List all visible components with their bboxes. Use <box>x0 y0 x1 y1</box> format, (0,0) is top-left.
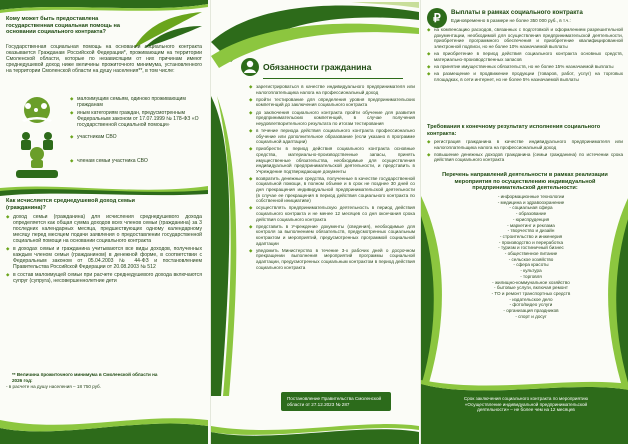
list-item: - строительство и инженерия <box>499 233 563 239</box>
payments-list <box>427 27 623 84</box>
left-stripe <box>211 96 245 396</box>
panel-payments <box>420 0 628 444</box>
list-item: - маркетинг и реклама <box>507 222 555 228</box>
list-item: - ТО и ремонт транспортных средств <box>491 290 571 296</box>
list-item: - культура <box>520 268 542 274</box>
payments-lead: Единовременно в размере не более 350 000 руб., в т.ч.: <box>451 18 571 23</box>
list-item: - творчество и дизайн <box>507 228 555 234</box>
list-item: ◆ осуществлять предпринимательскую деятельность в период действия социального контракта и не менее 12 месяцев со дня окончания срока действия социального контракта <box>249 205 415 222</box>
list-item: - организация праздников <box>503 308 559 314</box>
list-item: - медицина и здравоохранение <box>497 199 565 205</box>
list-item: ◆ представить в Учреждение документы (сведения), необходимые для контроля за выполнением обязательств, предусмотренных социальным контрактом и мероприятий, предусмотренных программой социальной адаптации <box>249 224 415 246</box>
list-item: ◆ возвратить денежные средства, полученные в качестве государственной социальной помощи, в полном объеме и в срок не позднее 30 дней со дня прекращения индивидуальной предпринимательской деятельности (в случае ее прекращения в период действия социального контракта по собственной инициативе) <box>249 176 415 204</box>
eligibility-title: Кому может быть предоставлена государственная социальная помощь на основании социального контракта? <box>6 16 120 36</box>
eligibility-list <box>70 96 204 166</box>
list-item: ◆ пройти тестирование для определения уровня предпринимательских компетенций до заключения социального контракта <box>249 97 415 108</box>
list-item: - сфера красоты <box>513 262 549 268</box>
list-item: ◆ членам семьи участника СВО <box>70 158 204 164</box>
list-item: ◆ до заключения социального контракта пройти обучение для развития предпринимательских компетенций, в случае получения неудовлетворительного результата по итогам тестирования <box>249 110 415 127</box>
duties-list <box>249 84 415 272</box>
list-item: ◆ приобрести в период действия социального контракта основные средства, материально-производственные запасы, принять имущественные обязательства, необходимые для осуществления индивидуальной предпринимательской деятельности, и представить в Учреждение подтверждающие документы <box>249 146 415 174</box>
list-item: ◆ повышение денежных доходов гражданина (семьи гражданина) по истечении срока действия социального контракта <box>427 152 623 163</box>
list-item: - туризм и гостиничный бизнес <box>498 245 564 251</box>
mid-wave <box>0 182 208 196</box>
list-item: - торговля <box>520 273 542 279</box>
list-item: ◆ на принятие имущественных обязательств, но не более 15% назначаемой выплаты <box>427 64 623 70</box>
list-item: - фото/видео услуги <box>509 302 553 308</box>
directions-list <box>461 194 601 319</box>
footnote-value: - в расчете на душу населения – 18 750 руб. <box>6 384 101 389</box>
list-item: - образование <box>515 211 547 217</box>
list-item: - информационные технологии <box>497 194 565 199</box>
regulation-stamp: Постановление Правительства Смоленской области от 27.12.2023 № 287 <box>281 392 391 411</box>
left-curves <box>421 196 461 396</box>
list-item: - общественное питание <box>504 251 558 257</box>
list-item: - производство и переработка <box>498 239 564 245</box>
list-item: - жилищно-коммунальное хозяйство <box>492 279 570 285</box>
footnote-title: ** Величина прожиточного минимума в Смоленской области на 2026 год: <box>12 372 158 383</box>
list-item: ◆ в состав малоимущей семьи при расчете среднедушевого дохода включаются супруг (супруга), несовершеннолетние дети <box>6 272 202 284</box>
list-item: ◆ в течение периода действия социального контракта профессионально обучение или дополнительное образование (если указано в программе социальной адаптации) <box>249 128 415 145</box>
list-item: ◆ иным категориям граждан, предусмотренным Федеральным законом от 17.07.1999 № 178-ФЗ «О государственной социальной помощи» <box>70 110 204 128</box>
list-item: ◆ на размещение и продвижение продукции (товаров, работ, услуг) на торговых площадках, в сети интернет, но не более 5% назначаемой выплаты <box>427 71 623 82</box>
term-box: Срок заключения социального контракта по мероприятию «Осуществление индивидуальной предпринимательской деятельности» – не более чем на 12 месяцев <box>463 396 589 413</box>
duties-header <box>263 60 403 79</box>
list-item: - издательское дело <box>509 296 553 302</box>
list-item: - бытовые услуги, включая ремонт <box>494 285 568 291</box>
list-item: ◆ на компенсацию расходов, связанных с подготовкой и оформлением разрешительной документации, необходимой для осуществления предпринимательской деятельности, приобретение программного обеспечения и приобретение квалифицированной электронной подписи, но не более 10% назначаемой выплаты <box>427 27 623 49</box>
bottom-wave <box>211 416 419 444</box>
list-item: ◆ доход семьи (гражданина) для исчисления среднедушевого дохода определяется как общая сумма доходов всех членов семьи (гражданина) за 3 последних календарных месяца, предшествующих одному календарному месяцу перед месяцем подачи заявления о предоставлении государственной социальной помощи на основании социального контракта <box>6 214 202 244</box>
person-icon <box>241 58 259 76</box>
income-subtitle: Как исчисляется среднедушевой доход семьи (гражданина)? <box>6 198 135 211</box>
payments-title: Выплаты в рамках социального контракта <box>451 9 583 16</box>
list-item: ◆ малоимущим семьям, одиноко проживающим гражданам <box>70 96 204 108</box>
panel-duties <box>210 0 419 444</box>
eligibility-intro: Государственная социальная помощь на основании социального контракта оказывается Гражданам Российской Федерации*, проживающим на территории Смоленской области, которые по независящим от них причинам имеют среднедушевой доход ниже величины прожиточного минимума, установленного на территории Смоленской области на душу населения**, в том числе: <box>6 44 202 75</box>
income-calc <box>6 214 202 286</box>
directions-title: Перечень направлений деятельности в рамках реализации мероприятия по осуществлению индивидуальной предпринимательской деятельности: <box>442 172 608 192</box>
list-item: - сельское хозяйство <box>508 256 554 262</box>
list-item: - социальная сфера <box>509 205 553 211</box>
list-item: - спорт и досуг <box>515 313 547 319</box>
duties-title: Обязанности гражданина <box>263 62 372 72</box>
result-title: Требования к конечному результату исполнения социального контракта: <box>427 124 601 137</box>
list-item: ◆ регистрация гражданина в качестве индивидуального предпринимателя или налогоплательщика налога на профессиональный доход <box>427 139 623 150</box>
list-item: - юриспруденция <box>512 216 550 222</box>
result-list <box>427 139 623 165</box>
bottom-wave <box>0 406 208 444</box>
ruble-icon: ₽ <box>427 8 447 28</box>
list-item: ◆ зарегистрироваться в качестве индивидуального предпринимателя или налогоплательщика налога на профессиональный доход <box>249 84 415 95</box>
family-illustration <box>6 96 68 180</box>
list-item: ◆ участникам СВО <box>70 134 204 140</box>
list-item: ◆ уведомить Министерство в течение 3-х рабочих дней о досрочном прекращении выполнения мероприятий программы социальной адаптации, предусмотренных социальным контрактом в период действия социального контракта <box>249 248 415 270</box>
list-item: ◆ на приобретение в период действия социального контракта основных средств, материально-производственных запасов <box>427 51 623 62</box>
panel-eligibility <box>0 0 208 444</box>
right-curves <box>589 196 628 396</box>
list-item: ◆ в доходах семьи и гражданина учитываются все виды доходов, полученных каждым членом семьи (гражданином) в денежной форме, в соответствии с Федеральным законом от 05.04.2003 № 44-ФЗ и постановлением Правительства Российской Федерации от 20.08.2003 № 512 <box>6 246 202 270</box>
